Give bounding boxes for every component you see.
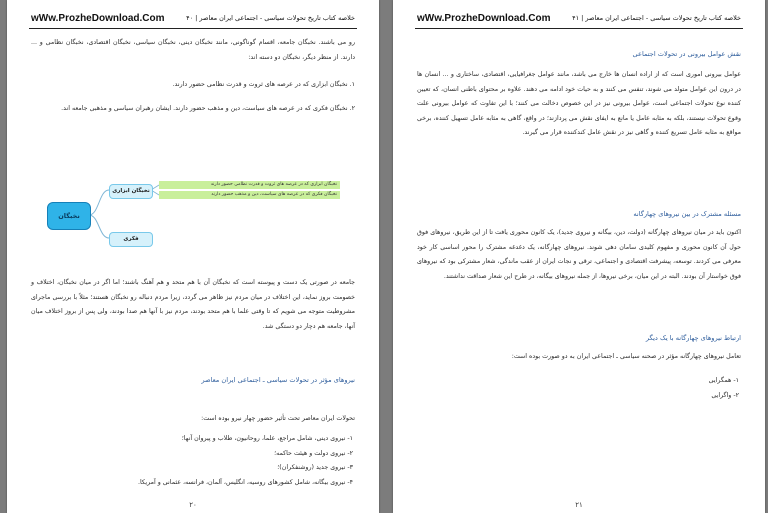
mind-map-leaf: نخبگان فکری که در عرصه های سیاست، دین و مذهب حضور دارند (159, 191, 340, 199)
header-site-url: wWw.ProzheDownload.Com (31, 13, 165, 24)
list-item: ۲- واگرایی (711, 391, 739, 399)
header-site-url: wWw.ProzheDownload.Com (417, 13, 551, 24)
section-heading: نیروهای مؤثر در تحولات سیاسی ـ اجتماعی ایران معاصر (201, 376, 355, 384)
numbered-list (31, 432, 353, 490)
section-heading: ارتباط نیروهای چهارگانه با یک دیگر (645, 334, 741, 342)
mind-map-root-node: نخبگان (47, 202, 91, 230)
mind-map-diagram (47, 180, 347, 260)
paragraph: ۱. نخبگان ابزاری که در عرصه های ثروت و قدرت نظامی حضور دارند. (172, 81, 355, 88)
paragraph: اکنون باید در میان نیروهای چهارگانه (دولت، دین، بیگانه و نیروی جدید)، یک کانون محوری یافت تا از این طریق، نیروهای فوق حول آن کانون محوری و مفهوم کلیدی سامان دهی شوند. نیروهای چهارگانه، یک دغدغه مشترک را محور اساسی کار خود معرفی می کردند. توسعه، پیشرفت اقتصادی و اجتماعی، ترقی و نجات ایران از عقب ماندگی، شعار مشترکی بود که نیروهای فوق خواستار آن بودند. البته در این میان، برخی نیروها، از جمله نیروهای بیگانه، در طرح این شعار صداقت نداشتند. (417, 229, 741, 280)
page-header (415, 12, 743, 29)
page-number: ۲۱ (575, 501, 583, 509)
paragraph: رو می باشند. نخبگان جامعه، اقسام گوناگونی، مانند نخبگان دینی، نخبگان سیاسی، نخبگان اقتصادی، نخبگان نظامی و ... دارند. از منظر دیگر، نخبگان دو دسته اند: (31, 39, 355, 61)
page-number: ۲۰ (189, 501, 197, 509)
section-heading: مسئله مشترک در بین نیروهای چهارگانه (633, 210, 741, 218)
list-item: ۱- همگرایی (708, 377, 739, 384)
list-item: ۲- نیروی دولت و هیئت حاکمه؛ (274, 449, 353, 457)
left-page (7, 0, 379, 513)
header-running-title: خلاصه کتاب تاریخ تحولات سیاسی - اجتماعی ایران معاصر | ۴۱ (572, 14, 741, 22)
list-item: ۴- نیروی بیگانه، شامل کشورهای روسیه، انگلیس، آلمان، فرانسه، عثمانی و آمریکا. (138, 478, 353, 486)
mind-map-branch-node: نخبگان ابزاری (109, 184, 153, 199)
list-item: ۱- نیروی دینی، شامل مراجع، علما، روحانیون، طلاب و پیروان آنها؛ (181, 435, 353, 442)
numbered-list (417, 374, 739, 403)
mind-map-leaf: نخبگان ابزاری که در عرصه های ثروت و قدرت نظامی حضور دارند (159, 181, 340, 189)
page-header (29, 12, 357, 29)
paragraph: تعامل نیروهای چهارگانه مؤثر در صحنه سیاسی ـ اجتماعی ایران به دو صورت بوده است: (511, 353, 741, 360)
mind-map-branch-node: فکری (109, 232, 153, 247)
paragraph: جامعه در صورتی یک دست و پیوسته است که نخبگان آن با هم متحد و هم آهنگ باشند؛ اما اگر در میان نخبگان، اختلاف و خصومت بروز نماید، این اختلاف در میان مردم نیز ظاهر می گردد، زیرا مردم دنباله رو نخبگان هستند؛ مثلاً با بررسی ماجرای مشروطیت متوجه می شویم که تا وقتی علما با هم متحد بودند، مردم نیز با آنها هم صدا بودند، ولی پس از بروز اختلاف میان آنها، جامعه هم دچار دو دستگی شد. (31, 279, 355, 330)
right-page (393, 0, 765, 513)
paragraph: ۲. نخبگان فکری که در عرصه های سیاست، دین و مذهب حضور دارند. ایشان رهبران سیاسی و مذهبی جامعه اند. (61, 105, 355, 112)
section-heading: نقش عوامل بیرونی در تحولات اجتماعی (632, 50, 741, 58)
paragraph: تحولات ایران معاصر تحت تأثیر حضور چهار نیرو بوده است: (201, 415, 355, 422)
paragraph: عوامل بیرونی اموری است که از اراده انسان ها خارج می باشد، مانند عوامل جغرافیایی، اقتصادی، ساختاری و ... انسان ها در درون این عوامل متولد می شوند، تنفس می کنند و به حیات خود ادامه می دهند. علاوه بر محتوای باطنی انسان، که تعیین کننده نوع تحولات اجتماعی است، عوامل بیرونی نیز در این خصوص دخالت می کنند؛ با این تفاوت که عوامل بیرونی علت وقوع تحولات نیستند، بلکه به مثابه عامل یا مانع به ایفای نقش می پردازند؛ در واقع، گاهی به مثابه عامل تسهیل کننده، برخی مواقع به مثابه عامل تسریع کننده و گاهی نیز در نقش عامل کندکننده قرار می گیرند. (417, 71, 741, 136)
header-running-title: خلاصه کتاب تاریخ تحولات سیاسی - اجتماعی ایران معاصر | ۴۰ (186, 14, 355, 22)
list-item: ۳- نیروی جدید (روشنفکران)؛ (277, 464, 353, 471)
